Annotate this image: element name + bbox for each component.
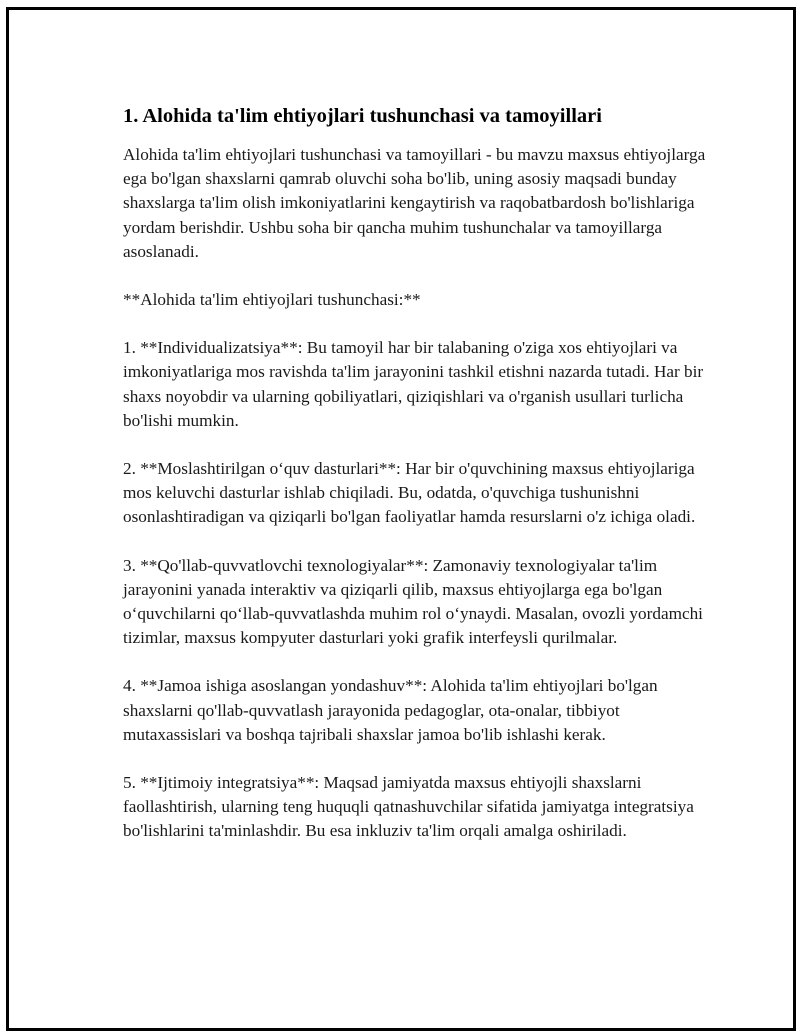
list-item-social-integration: 5. **Ijtimoiy integratsiya**: Maqsad jamiyatda maxsus ehtiyojli shaxslarni faollashtirish, ularning teng huquqli qatnashuvchilar sifatida jamiyatga integratsiya bo'lishlarini ta'minlashdir. Bu esa inkluziv ta'lim orqali amalga oshiriladi. [123, 773, 694, 841]
document-body [123, 102, 713, 868]
list-item-adapted-curricula: 2. **Moslashtirilgan o‘quv dasturlari**: Har bir o'quvchining maxsus ehtiyojlariga mos keluvchi dasturlar ishlab chiqiladi. Bu, odatda, o'quvchiga tushunishni osonlashtiradigan va qiziqarli bo'lgan faoliyatlar hamda resurslarni o'z ichiga oladi. [123, 459, 696, 527]
page-border [6, 7, 796, 1031]
section-heading: **Alohida ta'lim ehtiyojlari tushunchasi:** [123, 290, 421, 310]
intro-paragraph: Alohida ta'lim ehtiyojlari tushunchasi va tamoyillari - bu mavzu maxsus ehtiyojlarga ega bo'lgan shaxslarni qamrab oluvchi soha bo'lib, uning asosiy maqsadi bunday shaxslarga ta'lim olish imkoniyatlarini kengaytirish va raqobatbardosh bo'lishlariga yordam berishdir. Ushbu soha bir qancha muhim tushunchalar va tamoyillarga asoslanadi. [123, 145, 706, 261]
document-title: 1. Alohida ta'lim ehtiyojlari tushunchasi va tamoyillari [123, 105, 602, 127]
list-item-individualization: 1. **Individualizatsiya**: Bu tamoyil har bir talabaning o'ziga xos ehtiyojlari va imkoniyatlariga mos ravishda ta'lim jarayonini tashkil etishni nazarda tutadi. Har bir shaxs noyobdir va ularning qobiliyatlari, qiziqishlari va o'rganish usullari turlicha bo'lishi mumkin. [123, 338, 704, 430]
list-item-team-approach: 4. **Jamoa ishiga asoslangan yondashuv**: Alohida ta'lim ehtiyojlari bo'lgan shaxslarni qo'llab-quvvatlash jarayonida pedagoglar, ota-onalar, tibbiyot mutaxassislari va boshqa tajribali shaxslar jamoa bo'lib ishlashi kerak. [123, 676, 658, 744]
list-item-assistive-technology: 3. **Qo'llab-quvvatlovchi texnologiyalar**: Zamonaviy texnologiyalar ta'lim jarayonini yanada interaktiv va qiziqarli qilib, maxsus ehtiyojlarga ega bo'lgan o‘quvchilarni qo‘llab-quvvatlashda muhim rol o‘ynaydi. Masalan, ovozli yordamchi tizimlar, maxsus kompyuter dasturlari yoki grafik interfeysli qurilmalar. [123, 555, 703, 648]
